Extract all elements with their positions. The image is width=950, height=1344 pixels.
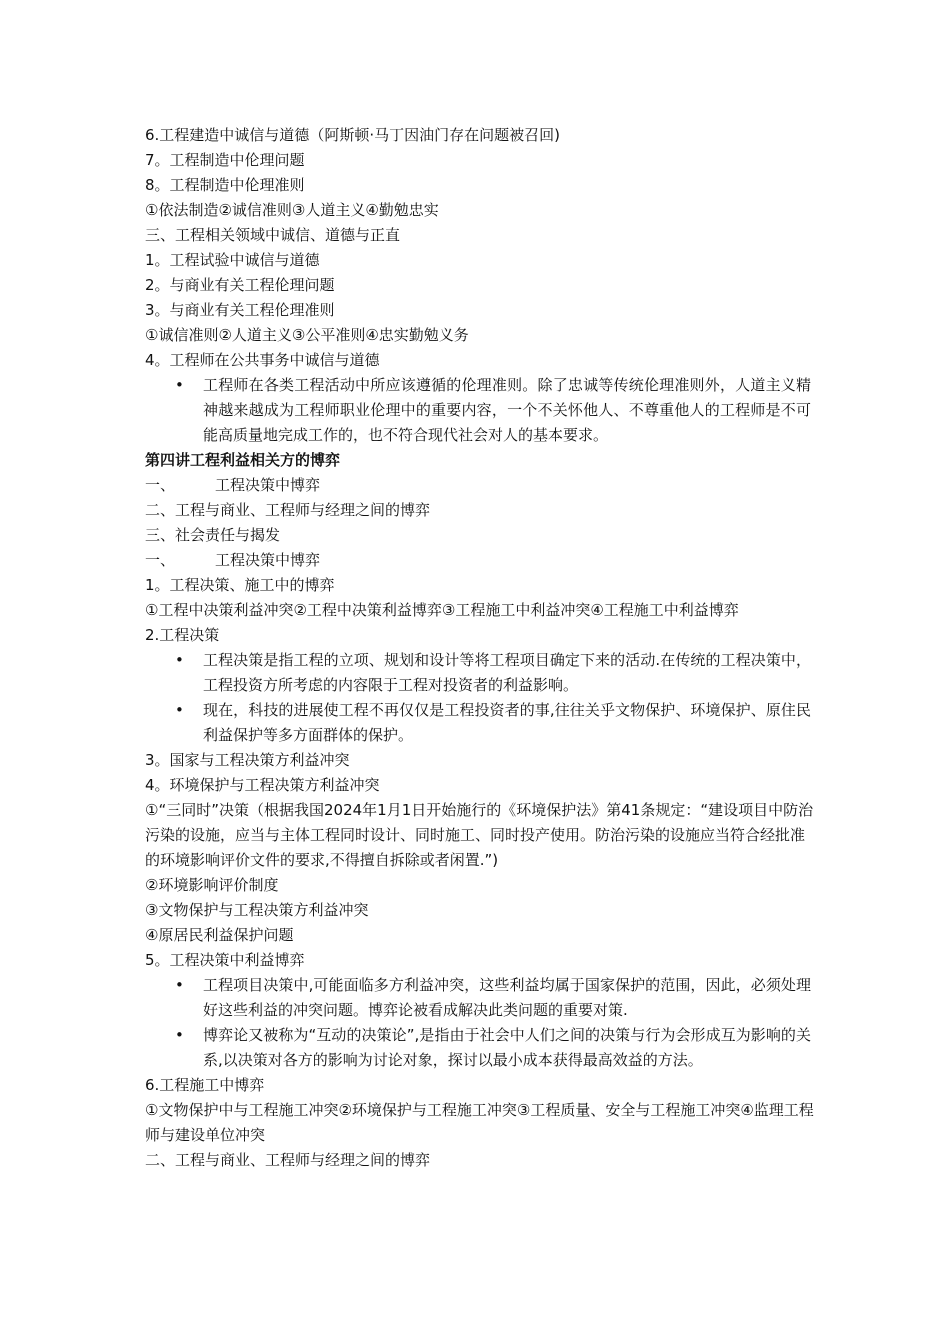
text-line: 6.工程施工中博弈 bbox=[145, 1076, 265, 1094]
text-line: 4。工程师在公共事务中诚信与道德 bbox=[145, 351, 380, 369]
text-line: 3。与商业有关工程伦理准则 bbox=[145, 301, 335, 319]
text-line: ①诚信准则②人道主义③公平准则④忠实勤勉义务 bbox=[145, 326, 469, 344]
text-line: 8。工程制造中伦理准则 bbox=[145, 176, 305, 194]
text-line: 1。工程试验中诚信与道德 bbox=[145, 251, 320, 269]
bullet-item: • 博弈论又被称为“互动的决策论”,是指由于社会中人们之间的决策与行为会形成互为影响的关系,以决策对各方的影响为讨论对象，探讨以最小成本获得最高效益的方法。 bbox=[203, 1023, 815, 1073]
outline-text: 工程决策中博弈 bbox=[215, 476, 321, 494]
bullet-item: • 工程项目决策中,可能面临多方利益冲突，这些利益均属于国家保护的范围，因此，必须处理好这些利益的冲突问题。博弈论被看成解决此类问题的重要对策. bbox=[203, 973, 815, 1023]
outline-text: 工程决策中博弈 bbox=[215, 551, 321, 569]
bullet-list bbox=[145, 973, 815, 1073]
text-line bbox=[145, 473, 815, 498]
text-paragraph: ①“三同时”决策（根据我国2024年1月1日开始施行的《环境保护法》第41条规定：“建设项目中防治污染的设施，应当与主体工程同时设计、同时施工、同时投产使用。防治污染的设施应当符合经批准的环境影响评价文件的要求,不得擅自拆除或者闲置.”) bbox=[145, 801, 814, 869]
bullet-list bbox=[145, 648, 815, 748]
text-line: ②环境影响评价制度 bbox=[145, 876, 279, 894]
text-line: ③文物保护与工程决策方利益冲突 bbox=[145, 901, 369, 919]
text-line: 6.工程建造中诚信与道德（阿斯顿·马丁因油门存在问题被召回) bbox=[145, 126, 560, 144]
text-line: 7。工程制造中伦理问题 bbox=[145, 151, 305, 169]
text-line: 二、工程与商业、工程师与经理之间的博弈 bbox=[145, 501, 431, 519]
section-line: 三、工程相关领域中诚信、道德与正直 bbox=[145, 226, 401, 244]
text-line: ①依法制造②诚信准则③人道主义④勤勉忠实 bbox=[145, 201, 439, 219]
text-paragraph: ①文物保护中与工程施工冲突②环境保护与工程施工冲突③工程质量、安全与工程施工冲突④监理工程师与建设单位冲突 bbox=[145, 1101, 814, 1144]
text-line: 1。工程决策、施工中的博弈 bbox=[145, 576, 335, 594]
text-line: 4。环境保护与工程决策方利益冲突 bbox=[145, 776, 380, 794]
text-line: 3。国家与工程决策方利益冲突 bbox=[145, 751, 350, 769]
text-line bbox=[145, 548, 815, 573]
text-line: 5。工程决策中利益博弈 bbox=[145, 951, 305, 969]
text-line: 2.工程决策 bbox=[145, 626, 220, 644]
text-paragraph: ①工程中决策利益冲突②工程中决策利益博弈③工程施工中利益冲突④工程施工中利益博弈 bbox=[145, 601, 739, 619]
document-body bbox=[145, 123, 815, 1173]
lecture-heading: 第四讲工程利益相关方的博弈 bbox=[145, 451, 341, 469]
bullet-item: • 工程决策是指工程的立项、规划和设计等将工程项目确定下来的活动.在传统的工程决策中，工程投资方所考虑的内容限于工程对投资者的利益影响。 bbox=[203, 648, 815, 698]
bullet-list bbox=[145, 373, 815, 448]
text-line: 三、社会责任与揭发 bbox=[145, 526, 281, 544]
text-line: ④原居民利益保护问题 bbox=[145, 926, 294, 944]
text-line: 2。与商业有关工程伦理问题 bbox=[145, 276, 335, 294]
outline-prefix: 一、 bbox=[145, 476, 176, 494]
bullet-item: • 现在，科技的进展使工程不再仅仅是工程投资者的事,往往关乎文物保护、环境保护、原住民利益保护等多方面群体的保护。 bbox=[203, 698, 815, 748]
outline-prefix: 一、 bbox=[145, 551, 176, 569]
bullet-item: • 工程师在各类工程活动中所应该遵循的伦理准则。除了忠诚等传统伦理准则外，人道主义精神越来越成为工程师职业伦理中的重要内容，一个不关怀他人、不尊重他人的工程师是不可能高质量地完成工作的，也不符合现代社会对人的基本要求。 bbox=[203, 373, 815, 448]
text-line: 二、工程与商业、工程师与经理之间的博弈 bbox=[145, 1151, 431, 1169]
